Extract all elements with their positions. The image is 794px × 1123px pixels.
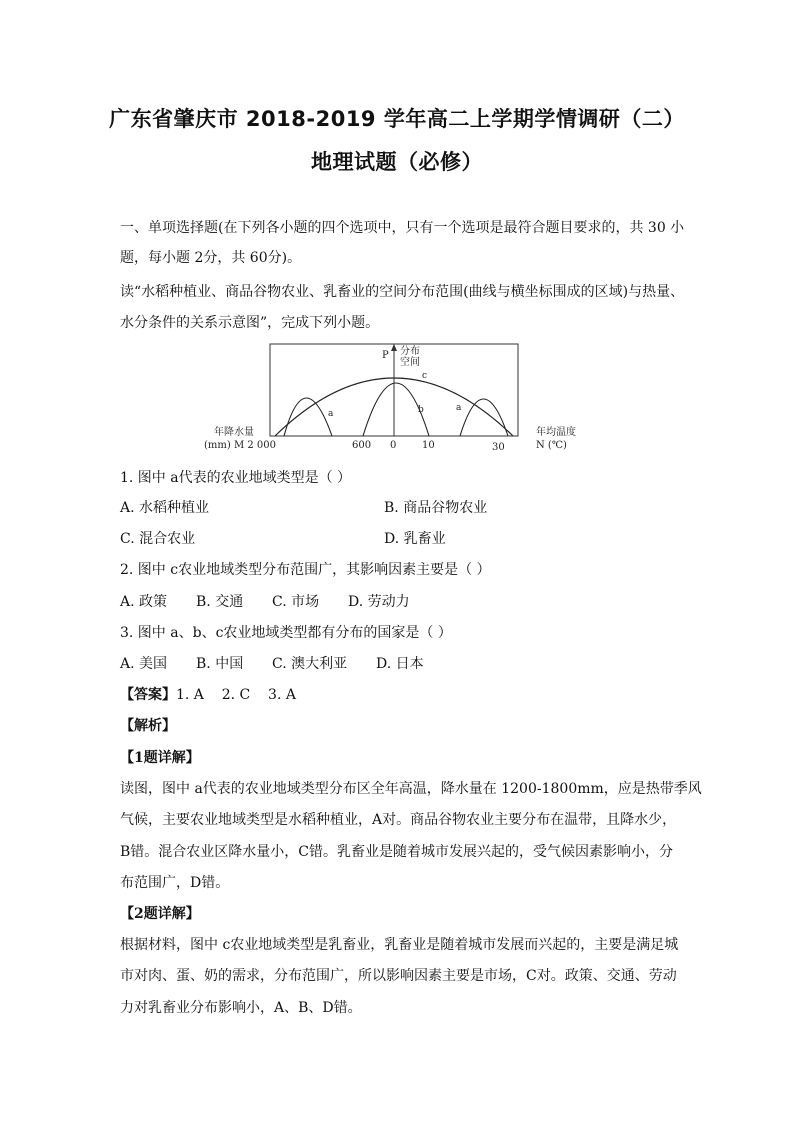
question-1-option-b: B. 商品谷物农业 [384, 500, 488, 516]
label-curve-b: b [418, 405, 424, 415]
detail-2-line-3: 力对乳畜业分布影响小，A、B、D错。 [120, 1000, 362, 1016]
label-space-2: 空间 [400, 357, 420, 368]
detail-1-label: 【1题详解】 [120, 750, 200, 766]
label-curve-a-right: a [456, 403, 462, 413]
question-1-option-a: A. 水稻种植业 [120, 500, 210, 516]
document-subtitle: 地理试题（必修） [311, 150, 483, 174]
intro-line-2: 水分条件的关系示意图”，完成下列小题。 [120, 315, 380, 331]
question-2-stem: 2. 图中 c农业地域类型分布范围广，其影响因素主要是（ ） [120, 562, 491, 578]
label-left-axis-1: 年降水量 [214, 427, 254, 438]
agriculture-distribution-diagram [200, 340, 620, 460]
question-1-option-c: C. 混合农业 [120, 531, 196, 547]
detail-2-line-1: 根据材料，图中 c农业地域类型是乳畜业，乳畜业是随着城市发展而兴起的，主要是满足城 [120, 937, 679, 953]
intro-line-1: 读“水稻种植业、商品谷物农业、乳畜业的空间分布范围(曲线与横坐标围成的区域)与热量、 [120, 284, 685, 300]
detail-1-line-1: 读图，图中 a代表的农业地域类型分布区全年高温，降水量在 1200-1800mm，应是热带季风 [120, 781, 702, 797]
tick-0: 0 [390, 440, 397, 451]
detail-1-line-2: 气候，主要农业地域类型是水稻种植业，A对。商品谷物农业主要分布在温带，且降水少， [120, 812, 677, 828]
document-title: 广东省肇庆市 2018-2019 学年高二上学期学情调研（二） [109, 107, 685, 131]
tick-30: 30 [492, 442, 505, 453]
question-1-option-d: D. 乳畜业 [384, 531, 446, 547]
label-right-axis-1: 年均温度 [536, 427, 576, 438]
tick-600: 600 [352, 440, 372, 451]
question-2-option-d: D. 劳动力 [348, 594, 410, 610]
section-heading-line-2: 题，每小题 2分，共 60分)。 [120, 250, 302, 266]
analysis-label: 【解析】 [120, 718, 176, 734]
curve-a-right [460, 399, 508, 436]
answer-label: 【答案】 [120, 687, 176, 703]
question-3-stem: 3. 图中 a、b、c农业地域类型都有分布的国家是（ ） [120, 625, 452, 641]
question-2-option-c: C. 市场 [272, 594, 320, 610]
label-p: P [382, 350, 389, 361]
tick-10: 10 [422, 440, 435, 451]
detail-1-line-4: 布范围广，D错。 [120, 875, 230, 891]
label-right-axis-2: N (℃) [536, 440, 567, 451]
answer-text: 1. A 2. C 3. A [176, 687, 296, 703]
question-3-option-d: D. 日本 [376, 656, 424, 672]
label-left-axis-2: (mm) M 2 000 [204, 440, 276, 451]
question-2-option-b: B. 交通 [196, 594, 244, 610]
section-heading-line-1: 一、单项选择题(在下列各小题的四个选项中，只有一个选项是最符合题目要求的，共 30 小 [120, 220, 685, 236]
question-3-option-a: A. 美国 [120, 656, 168, 672]
detail-2-label: 【2题详解】 [120, 906, 200, 922]
question-3-option-b: B. 中国 [196, 656, 244, 672]
detail-1-line-3: B错。混合农业区降水量小，C错。乳畜业是随着城市发展兴起的，受气候因素影响小，分 [120, 844, 673, 860]
p-axis-arrow [391, 344, 397, 351]
question-1-stem: 1. 图中 a代表的农业地域类型是（ ） [120, 470, 352, 486]
detail-2-line-2: 市对肉、蛋、奶的需求，分布范围广，所以影响因素主要是市场，C对。政策、交通、劳动 [120, 968, 677, 984]
question-3-option-c: C. 澳大利亚 [272, 656, 348, 672]
label-curve-c: c [422, 371, 428, 381]
label-space-1: 分布 [400, 346, 420, 357]
question-2-option-a: A. 政策 [120, 594, 168, 610]
label-curve-a-left: a [328, 409, 334, 419]
curve-a-left [284, 398, 332, 436]
answer-line [120, 685, 296, 705]
